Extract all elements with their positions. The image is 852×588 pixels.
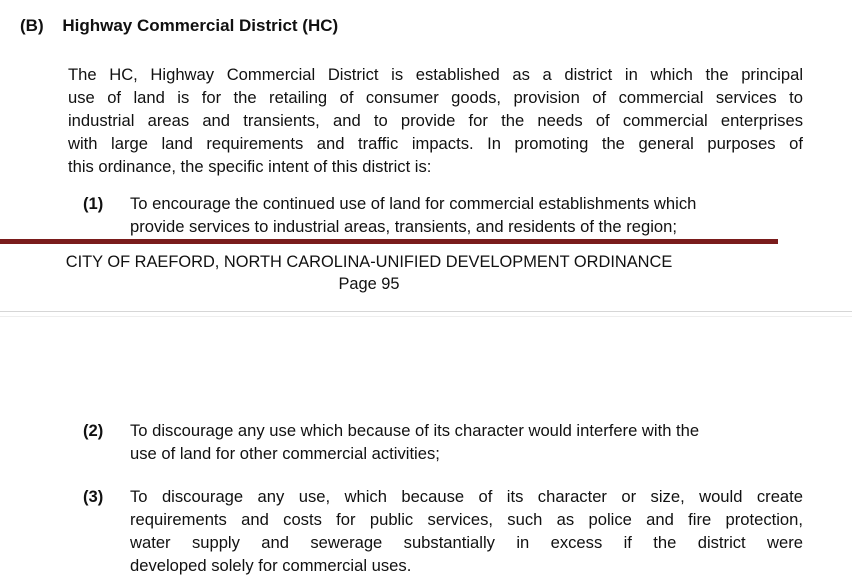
list-item-line: provide services to industrial areas, transients, and residents of the region;	[130, 217, 677, 236]
list-item	[130, 192, 803, 238]
intro-line: with large land requirements and traffic impacts. In promoting the general purposes of	[68, 134, 803, 153]
list-item-line: To discourage any use which because of its character would interfere with the	[130, 421, 700, 440]
intro-paragraph	[68, 63, 803, 178]
page-break	[0, 316, 852, 317]
intro-line: The HC, Highway Commercial District is established as a district in which the principal	[68, 65, 803, 84]
list-item-line: use of land for other commercial activities;	[130, 444, 440, 463]
item-number: (3)	[83, 487, 104, 506]
item-number: (2)	[83, 421, 104, 440]
page-break	[0, 311, 852, 312]
intro-line: use of land is for the retailing of consumer goods, provision of commercial services to	[68, 88, 803, 107]
footer-rule	[0, 239, 778, 244]
section-label: (B)	[20, 16, 44, 35]
section-title: Highway Commercial District (HC)	[62, 16, 339, 35]
list-item	[130, 485, 803, 577]
list-item	[130, 419, 803, 465]
list-item-line: requirements and costs for public services, such as police and fire protection,	[130, 510, 803, 529]
list-item-line: water supply and sewerage substantially in excess if the district were	[130, 533, 803, 552]
page-footer	[44, 251, 694, 295]
list-item-line: To encourage the continued use of land for commercial establishments which	[130, 194, 697, 213]
item-number: (1)	[83, 194, 104, 213]
section-heading	[20, 16, 338, 36]
list-item-line-last: developed solely for commercial uses.	[130, 556, 412, 575]
footer-title: CITY OF RAEFORD, NORTH CAROLINA-UNIFIED DEVELOPMENT ORDINANCE	[65, 253, 673, 271]
intro-line-last: this ordinance, the specific intent of this district is:	[68, 157, 432, 176]
intro-line: industrial areas and transients, and to provide for the needs of commercial enterprises	[68, 111, 803, 130]
page-number: Page 95	[338, 275, 400, 293]
list-item-line: To discourage any use, which because of its character or size, would create	[130, 487, 803, 506]
